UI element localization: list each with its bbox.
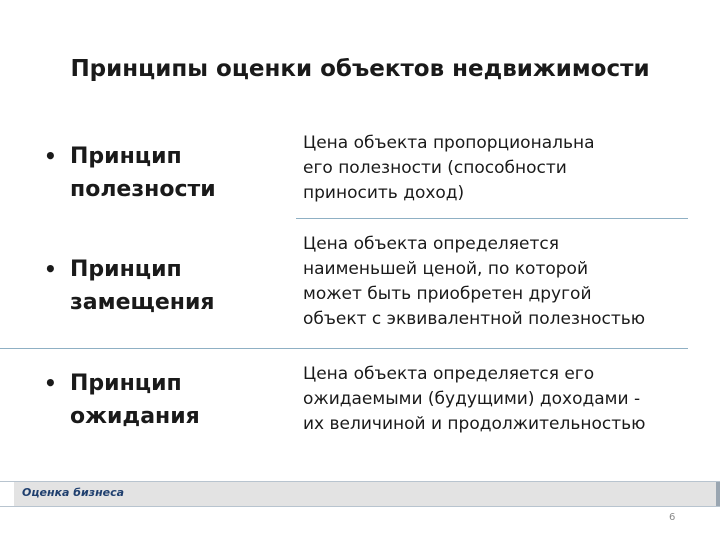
- principle-name-line2: ожидания: [70, 404, 200, 429]
- footer-accent: [0, 482, 14, 506]
- page-number: 6: [669, 512, 676, 523]
- row-divider: [0, 348, 296, 349]
- principle-name-line1: Принцип: [70, 144, 182, 169]
- bullet-icon: •: [44, 144, 57, 168]
- principle-description-usefulness: Цена объекта пропорциональна его полезности (способности приносить доход): [303, 133, 595, 203]
- slide-title: Принципы оценки объектов недвижимости: [70, 56, 650, 82]
- principle-description-substitution: Цена объекта определяется наименьшей ценой, по которой может быть приобретен другой объект с эквивалентной полезностью: [303, 234, 646, 329]
- row-divider: [296, 218, 688, 219]
- footer-label: Оценка бизнеса: [22, 486, 125, 499]
- principle-name-line1: Принцип: [70, 371, 182, 396]
- principle-name-line2: полезности: [70, 177, 216, 202]
- footer-bar: [0, 481, 720, 507]
- bullet-icon: •: [44, 371, 57, 395]
- principle-name-line2: замещения: [70, 290, 215, 315]
- principle-name-line1: Принцип: [70, 257, 182, 282]
- bullet-icon: •: [44, 257, 57, 281]
- row-divider: [296, 348, 688, 349]
- footer-accent-right: [716, 482, 720, 506]
- principle-description-expectation: Цена объекта определяется его ожидаемыми (будущими) доходами - их величиной и продолжительностью: [303, 364, 646, 434]
